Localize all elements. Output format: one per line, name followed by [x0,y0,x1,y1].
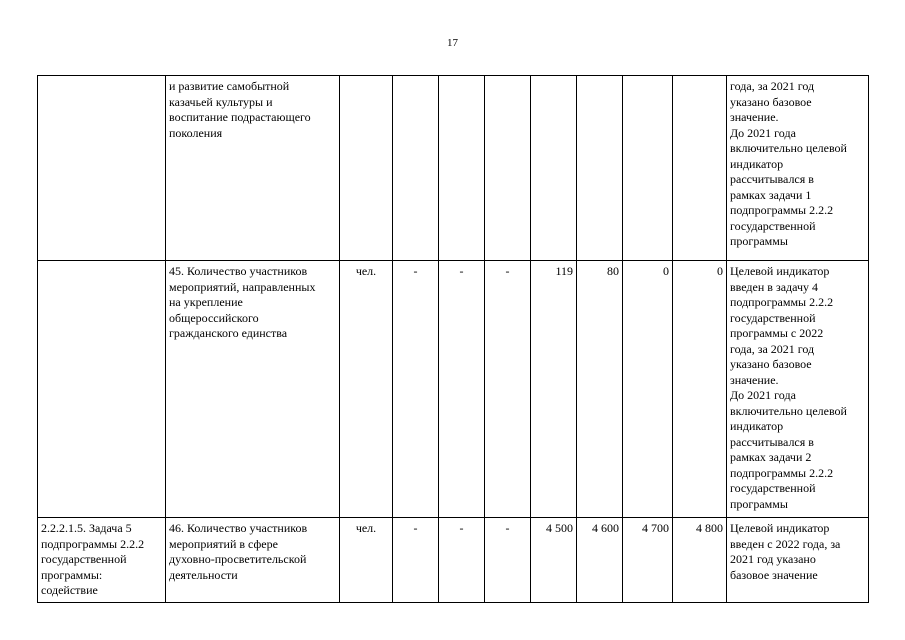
note-line: значение. [730,110,779,124]
note-line: рамках задачи 1 [730,187,812,202]
task-line: подпрограммы 2.2.2 [41,536,145,551]
note-line: включительно целевой [730,403,847,418]
note-line: подпрограммы 2.2.2 [730,203,834,217]
note-line: Целевой индикатор [730,264,830,278]
note-line: программы [730,496,788,511]
note-line: года, за 2021 год [730,79,815,93]
value-cell [439,76,485,261]
value-cell [531,76,577,261]
note-line: государственной [730,218,816,233]
note-line: рассчитывался в [730,172,814,186]
unit-cell: чел. [340,261,393,518]
note-line: года, за 2021 год [730,341,815,356]
indicator-word: 45. Количество участников [169,264,308,278]
note-line: государственной [730,310,816,325]
value-cell: - [393,261,439,518]
note-line: введен с 2022 года, за [730,536,841,551]
note-line: индикатор [730,419,784,433]
task-line: 2.2.2.1.5. Задача 5 [41,521,132,535]
indicator-line [169,264,336,280]
indicator-cell [166,76,340,261]
note-line: индикатор [730,156,784,171]
value-cell [485,76,531,261]
task-line: программы: [41,567,103,582]
indicator-line: и развитие самобытной [169,79,290,93]
table-row [38,518,869,603]
page-number: 17 [447,37,458,49]
note-cell [727,76,869,261]
task-cell [38,261,166,518]
value-cell: 4 700 [623,518,673,603]
value-cell: 0 [623,261,673,518]
value-cell [393,76,439,261]
indicator-line: воспитание подрастающего [169,110,311,124]
indicator-line: на укрепление [169,295,243,309]
note-line: включительно целевой [730,141,847,155]
value-cell: 0 [673,261,727,518]
value-cell [623,76,673,261]
indicator-line: гражданского единства [169,326,288,340]
note-line: введен в задачу 4 [730,279,819,294]
note-line: указано базовое [730,357,812,371]
value-cell: - [439,261,485,518]
value-cell: - [485,518,531,603]
note-cell [727,518,869,603]
value-cell: 4 500 [531,518,577,603]
note-line: подпрограммы 2.2.2 [730,465,834,480]
note-line: значение. [730,372,779,387]
value-cell: - [485,261,531,518]
value-cell [577,76,623,261]
indicator-line: общероссийского [169,310,259,325]
indicator-cell [166,261,340,518]
indicator-line: духовно-просветительской [169,552,307,566]
value-cell: 4 800 [673,518,727,603]
unit-cell [340,76,393,261]
indicator-line: мероприятий, направленных [169,279,316,294]
value-cell: 119 [531,261,577,518]
value-cell: 4 600 [577,518,623,603]
task-cell [38,518,166,603]
note-line: рассчитывался в [730,434,814,449]
value-cell: - [393,518,439,603]
unit-cell: чел. [340,518,393,603]
note-line: До 2021 года [730,388,796,402]
note-cell [727,261,869,518]
value-cell: - [439,518,485,603]
indicator-cell [166,518,340,603]
note-line: подпрограммы 2.2.2 [730,295,834,309]
note-line: государственной [730,481,816,495]
table-row [38,261,869,518]
note-line: 2021 год указано [730,552,816,566]
note-line: программы с 2022 [730,326,824,340]
note-line: До 2021 года [730,125,796,140]
table-row [38,76,869,261]
indicator-line: поколения [169,125,223,140]
note-line: Целевой индикатор [730,521,830,535]
indicator-line: деятельности [169,567,238,582]
value-cell [673,76,727,261]
note-line: программы [730,234,788,248]
value-cell: 80 [577,261,623,518]
indicators-table [37,75,869,603]
task-line: государственной [41,552,127,566]
note-line: указано базовое [730,94,812,109]
note-line: рамках задачи 2 [730,450,812,464]
indicator-line: мероприятий в сфере [169,536,278,551]
task-cell [38,76,166,261]
note-line: базовое значение [730,567,818,582]
indicator-line: 46. Количество участников [169,521,308,535]
indicator-line: казачьей культуры и [169,94,273,109]
task-line: содействие [41,583,98,597]
